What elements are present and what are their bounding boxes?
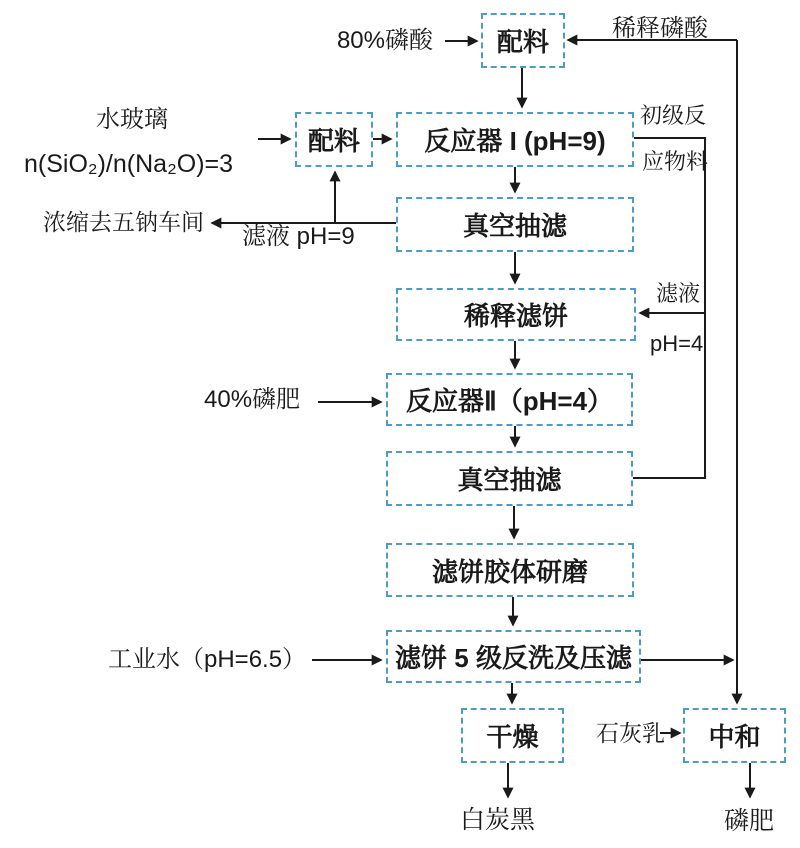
label-silica-product: 白炭黑 (460, 806, 536, 834)
box-dilute-filter-cake: 稀释滤饼 (396, 288, 636, 341)
connector-reactor1-bypass-line (633, 138, 705, 478)
box-drying: 干燥 (461, 708, 564, 763)
box-reactor-2: 反应器Ⅱ（pH=4） (386, 373, 633, 426)
label-filtrate: 滤液 (656, 281, 701, 306)
label-lime-milk: 石灰乳 (596, 720, 665, 746)
label-primary-reaction-line2: 应物料 (642, 149, 709, 174)
label-phosphoric-acid-80: 80%磷酸 (336, 27, 433, 54)
box-vacuum-filter-2: 真空抽滤 (386, 451, 633, 506)
label-filtrate-ph4: pH=4 (650, 331, 704, 356)
label-filtrate-ph9: 滤液 pH=9 (242, 223, 355, 250)
box-reactor-1: 反应器 I (pH=9) (396, 112, 634, 167)
box-batching-top: 配料 (481, 13, 565, 68)
box-vacuum-filter-1: 真空抽滤 (396, 197, 634, 252)
box-neutralization: 中和 (683, 708, 786, 763)
label-water-glass: 水玻璃 (96, 106, 168, 133)
label-dilute-phosphoric-acid: 稀释磷酸 (612, 15, 708, 42)
label-modulus-ratio: n(SiO₂)/n(Na₂O)=3 (24, 150, 234, 178)
box-colloid-grinding: 滤饼胶体研磨 (386, 543, 634, 597)
label-phosphate-40: 40%磷肥 (204, 386, 301, 413)
label-industrial-water: 工业水（pH=6.5） (108, 646, 307, 673)
box-backwash-press: 滤饼 5 级反洗及压滤 (386, 630, 641, 683)
label-primary-reaction-line1: 初级反 (640, 103, 707, 128)
label-phosphate-product: 磷肥 (724, 807, 775, 835)
box-batching-left: 配料 (295, 112, 373, 167)
label-to-pentasodium-shop: 浓缩去五钠车间 (43, 209, 204, 235)
